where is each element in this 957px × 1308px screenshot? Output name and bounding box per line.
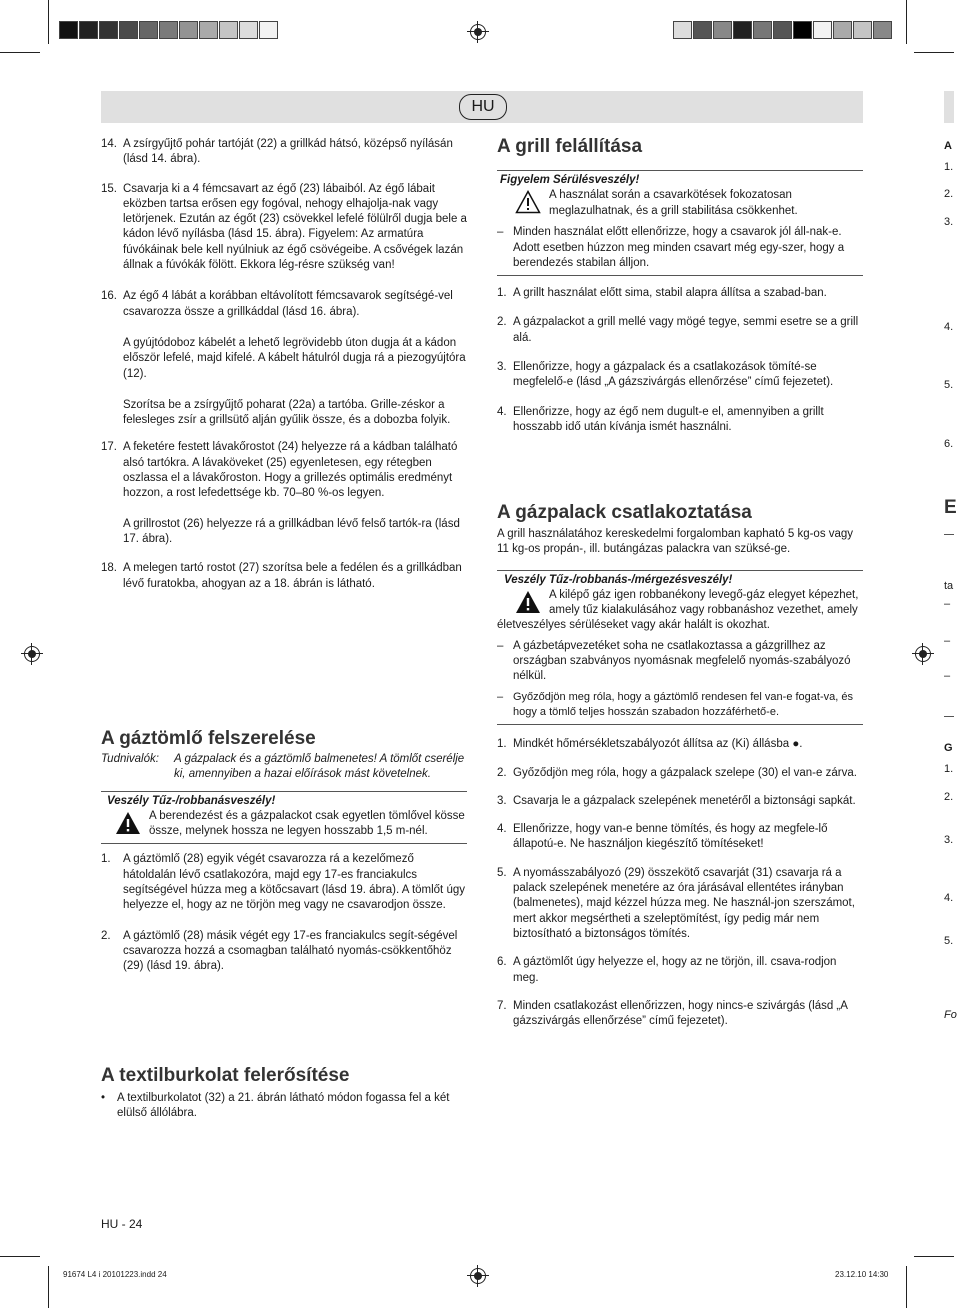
danger-heading: Veszély Tűz-/robbanásveszély! bbox=[101, 791, 467, 809]
danger-text: A berendezést és a gázpalackot csak egyetlen tömlővel kösse össze, melynek hossza ne legyen hosszabb 1,5 m-nél. bbox=[149, 809, 465, 838]
heading-grill-setup: A grill felállítása bbox=[497, 136, 643, 157]
list-item: – A gázbetápvezetéket soha ne csatlakoztassa a gázgrillhez az országban szabványos nyomásnak megfelelő nyomás-szabályozó nélkül. bbox=[497, 639, 851, 683]
list-item: 1. A gáztömlő (28) egyik végét csavarozza rá a kezelőmező hátoldalán lévő csatlakozóra, majd egy 17-es franciakulcs segítségével húzza meg a kötőcsavart (lásd 19. ábra). A tömlőt úgy helyezze el, hogy az ne törjön meg vagy ne csavarodjon össze. bbox=[101, 853, 465, 912]
color-bar-left bbox=[59, 21, 279, 41]
edge-fragment: 2. bbox=[944, 188, 954, 200]
caution-heading: Figyelem Sérülésveszély! bbox=[497, 170, 863, 188]
warning-triangle-outline-icon bbox=[515, 190, 541, 214]
left-steps bbox=[101, 137, 467, 592]
footer-date: 23.12.10 14:30 bbox=[835, 1270, 889, 1279]
list-item: 2. Győződjön meg róla, hogy a gázpalack szelepe (30) el van-e zárva. bbox=[497, 766, 857, 779]
edge-fragment: 6. bbox=[944, 438, 954, 450]
list-item: 3. Ellenőrizze, hogy a gázpalack és a csatlakozások tömíté-se megfelelő-e (lásd „A gázszivárgás ellenőrzése” című fejezetet). bbox=[497, 361, 834, 389]
hose-section bbox=[101, 752, 467, 975]
list-item: 3. Csavarja le a gázpalack szelepének menetéről a biztonsági sapkát. bbox=[497, 794, 856, 807]
crop-mark bbox=[914, 1256, 954, 1257]
crop-mark bbox=[0, 1256, 40, 1257]
list-item: • A textilburkolatot (32) a 21. ábrán látható módon fogassa fel a két elülső állólábra. bbox=[101, 1092, 450, 1120]
edge-rule bbox=[944, 716, 954, 717]
caution-text: A használat során a csavarkötések fokozatosan meglazulhatnak, és a grill stabilitása csökkenhet. bbox=[549, 189, 798, 217]
edge-fragment: – bbox=[944, 635, 951, 647]
edge-fragment: 2. bbox=[944, 791, 954, 803]
note-text: A gázpalack és a gáztömlő balmenetes! A tömlőt cserélje ki, amennyiben a hazai előírások mást követelnek. bbox=[174, 753, 465, 781]
danger-box bbox=[101, 791, 467, 845]
edge-fragment: A bbox=[944, 140, 952, 152]
list-item: 2. A gázpalackot a grill mellé vagy mögé tegye, semmi esetre se a grill alá. bbox=[497, 316, 859, 344]
gas-section bbox=[497, 527, 863, 1029]
crop-mark bbox=[0, 52, 40, 53]
footer-slug: 91674 L4 i 20101223.indd 24 bbox=[63, 1270, 167, 1279]
list-item: 4. Ellenőrizze, hogy az égő nem dugult-e el, amennyiben a grillt hosszabb idő után kívánja ismét használni. bbox=[497, 405, 824, 433]
language-badge: HU bbox=[459, 94, 507, 120]
list-item: A grillrostot (26) helyezze rá a grillkádban lévő felső tartók-ra (lásd 17. ábra). bbox=[123, 517, 460, 545]
list-item: 15. Csavarja ki a 4 fémcsavart az égő (23) lábaiból. Az égő lábait eközben tartsa erősen egy fogóval, nehogy elhajolja-nak vagy letörjenek. Ezután az égőt (23) csövekkel lefelé fölülről dugja bele a kádon lévő nyílásba (lásd 15. ábra). Figyelem: Az armatúra fúvókáinak bele kell nyúlniuk az égő csövégeibe. A csővégek lazán állnak a fúvókák fölött. Ekkora lég-résre szükség van! bbox=[101, 182, 467, 272]
heading-textile-cover: A textilburkolat felerősítése bbox=[101, 1065, 350, 1086]
edge-fragment: Fo bbox=[944, 1009, 957, 1021]
list-item: 14. A zsírgyűjtő pohár tartóját (22) a grillkád hátsó, középső nyílásán (lásd 14. ábra). bbox=[101, 138, 453, 166]
edge-fragment: – bbox=[944, 670, 951, 682]
list-item: 7. Minden csatlakozást ellenőrizzen, hogy nincs-e szivárgás (lásd „A gázszivárgás ellenőrzése” című fejezetet). bbox=[497, 999, 848, 1028]
edge-fragment: E bbox=[944, 497, 957, 518]
heading-gas-hose: A gáztömlő felszerelése bbox=[101, 728, 316, 749]
edge-fragment: 5. bbox=[944, 935, 954, 947]
edge-fragment: 3. bbox=[944, 834, 954, 846]
list-item: 5. A nyomásszabályozó (29) összekötő csavarját (31) csavarja rá a palack szelepének menetére az óra járásával ellentétes irányban (balmenetes), majd kézzel húzza meg. Ne használ-jon szerszámot, mert akkor megsértheti a szeleptömítést, így pedig már nem biztosítható a biztonságos tömítés. bbox=[497, 866, 855, 940]
danger-text: A kilépő gáz igen robbanékony levegő-gáz elegyet képezhet, amely tűz kialakulásához vagy robbanáshoz vezethet, amely életveszélyes sérüléseket vagy akár halált is okozhat. bbox=[497, 588, 859, 632]
edge-fragment: 1. bbox=[944, 161, 954, 173]
edge-fragment: 3. bbox=[944, 216, 954, 228]
list-item: 4. Ellenőrizze, hogy van-e benne tömítés, és hogy az megfele-lő állapotú-e. Ne használjon kiegészítő tömítéseket! bbox=[497, 823, 828, 851]
edge-fragment: – bbox=[944, 598, 951, 610]
crop-mark bbox=[48, 0, 49, 44]
registration-mark-icon bbox=[24, 646, 40, 662]
registration-mark-icon bbox=[470, 1268, 486, 1284]
warning-triangle-icon bbox=[115, 811, 141, 835]
page-number: HU - 24 bbox=[101, 1217, 143, 1231]
edge-rule bbox=[944, 534, 954, 535]
edge-fragment: 5. bbox=[944, 379, 954, 391]
list-item: 2. A gáztömlő (28) másik végét egy 17-es franciakulcs segít-ségével csavarozza hozzá a csomagban található nyomás-csökkentőhöz (29) (lásd 19. ábra). bbox=[101, 929, 458, 973]
heading-gas-cylinder: A gázpalack csatlakoztatása bbox=[497, 502, 752, 523]
caution-box bbox=[497, 170, 863, 276]
registration-mark-icon bbox=[470, 24, 486, 40]
list-item: 6. A gáztömlőt úgy helyezze el, hogy az ne törjön, ill. csava-rodjon meg. bbox=[497, 956, 837, 984]
crop-mark bbox=[906, 0, 907, 44]
header-band-next-page bbox=[944, 91, 954, 123]
danger-box bbox=[497, 570, 863, 726]
registration-mark-icon bbox=[915, 646, 931, 662]
edge-fragment: ta bbox=[944, 580, 954, 592]
list-item: 16. Az égő 4 lábát a korábban eltávolított fémcsavarok segítségé-vel csavarozza össze a grillkáddal (lásd 16. ábra). bbox=[101, 290, 453, 318]
edge-fragment: 4. bbox=[944, 321, 954, 333]
note bbox=[101, 752, 467, 783]
list-item: 17. A feketére festett lávakőrostot (24) helyezze rá a kádban található alsó tartókra. A lávaköveket (25) egyenletesen, egy rétegben oszlassa el a lávakőroston. Hogy a grillezés optimális eredményt hozzon, a rost lefedettsége kb. 70–80 %-os legyen. bbox=[101, 441, 458, 500]
list-item: Szorítsa be a zsírgyűjtő poharat (22a) a tartóba. Grille-zéskor a felesleges zsír a grillsütő alján gyűlik össze, és a dobozba folyik. bbox=[123, 398, 451, 427]
danger-heading: Veszély Tűz-/robbanás-/mérgezésveszély! bbox=[497, 570, 863, 588]
edge-fragment: 4. bbox=[944, 892, 954, 904]
crop-mark bbox=[48, 1266, 49, 1308]
edge-fragment: G bbox=[944, 742, 953, 754]
warning-triangle-icon bbox=[515, 590, 541, 614]
list-item: – Minden használat előtt ellenőrizze, hogy a csavarok jól áll-nak-e. Adott esetben húzzon meg minden csavart még egy-szer, hogy a berendezés stabilan álljon. bbox=[497, 226, 845, 269]
list-item: 18. A melegen tartó rostot (27) szorítsa bele a fedélen és a grillkádban lévő furatokba, ahogyan az a 18. ábrán is látható. bbox=[101, 562, 462, 590]
list-item: A gyújtódoboz kábelét a lehető legrövidebb úton dugja át a kádon először lefelé, majd kifelé. A kábelt hátulról dugja rá a piezogyújtóra (12). bbox=[123, 336, 466, 380]
setup-section bbox=[497, 170, 863, 435]
crop-mark bbox=[906, 1266, 907, 1308]
color-bar-right bbox=[673, 21, 893, 41]
list-item: – Győződjön meg róla, hogy a gáztömlő rendesen fel van-e fogat-va, és hogy a tömlő teljes hosszán szabadon hozzáférhető-e. bbox=[497, 690, 853, 718]
list-item: 1. A grillt használat előtt sima, stabil alapra állítsa a szabad-ban. bbox=[497, 287, 827, 300]
textile-section bbox=[101, 1091, 467, 1122]
crop-mark bbox=[914, 52, 954, 53]
edge-fragment: 1. bbox=[944, 763, 954, 775]
list-item: 1. Mindkét hőmérsékletszabályozót állítsa az (Ki) állásba ●. bbox=[497, 738, 803, 751]
note-label: Tudnivalók: bbox=[101, 753, 159, 765]
gas-intro: A grill használatához kereskedelmi forgalomban kapható 5 kg-os vagy 11 kg-os propán-, ill. butángázas palackra van szüksé-ge. bbox=[497, 528, 854, 556]
